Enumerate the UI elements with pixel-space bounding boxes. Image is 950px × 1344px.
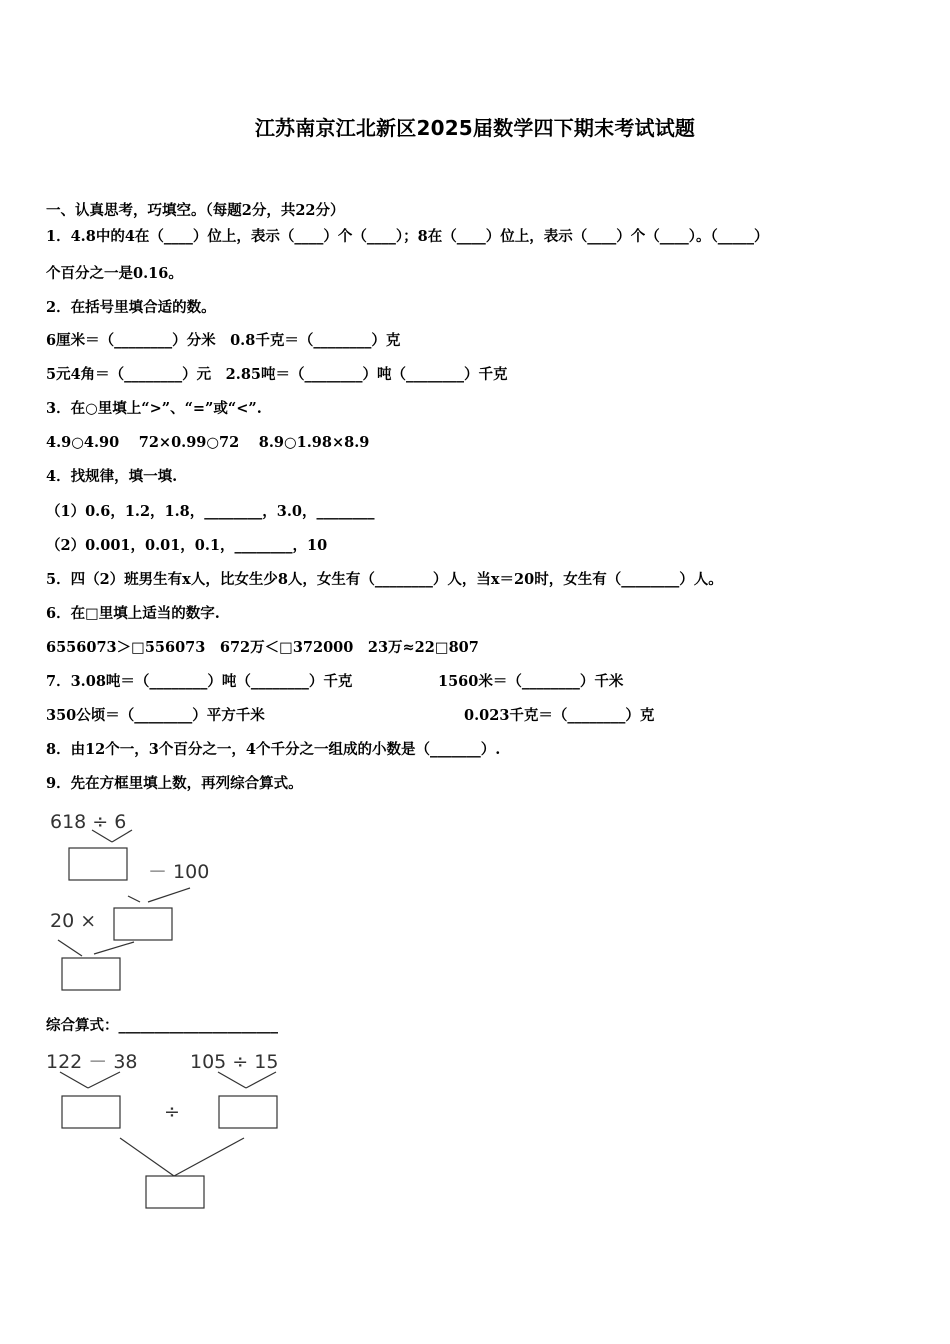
answer-box-5[interactable] bbox=[219, 1096, 277, 1128]
answer-box-4[interactable] bbox=[62, 1096, 120, 1128]
question-7-line-1b: 1560米＝（________）千米 bbox=[438, 673, 624, 690]
answer-box-3[interactable] bbox=[62, 958, 120, 990]
question-5: 5．四（2）班男生有x人，比女生少8人，女生有（________）人，当x＝20时，女生有（________）人。 bbox=[46, 571, 723, 588]
question-2-line-1: 6厘米＝（________）分米 0.8千克＝（________）克 bbox=[46, 332, 401, 349]
question-7-line-2b: 0.023千克＝（________）克 bbox=[464, 707, 655, 724]
question-7-line-1a: 7．3.08吨＝（________）吨（________）千克 bbox=[46, 673, 353, 690]
diagram1-minus-expression: － 100 bbox=[148, 861, 210, 883]
question-2-title: 2．在括号里填合适的数。 bbox=[46, 299, 216, 316]
connector-line bbox=[218, 1072, 246, 1088]
answer-box-2[interactable] bbox=[114, 908, 172, 940]
diagram2-right-expression: 105 ÷ 15 bbox=[190, 1051, 279, 1073]
calc-diagram-2 bbox=[40, 1040, 300, 1220]
question-6-line: 6556073＞□556073 672万＜□372000 23万≈22□807 bbox=[46, 639, 479, 656]
question-3-title: 3．在○里填上“>”、“=”或“<”. bbox=[46, 400, 262, 417]
answer-box-1[interactable] bbox=[69, 848, 127, 880]
division-sign: ÷ bbox=[164, 1101, 180, 1123]
connector-line bbox=[120, 1138, 174, 1176]
question-1-line-1: 1．4.8中的4在（____）位上，表示（____）个（____）；8在（____）位上，表示（____）个（____）。（_____） bbox=[46, 228, 769, 245]
calc-diagram-1 bbox=[40, 800, 240, 1000]
question-1-line-2: 个百分之一是0.16。 bbox=[46, 265, 183, 282]
diagram1-times-expression: 20 × bbox=[50, 910, 97, 932]
question-4-title: 4．找规律，填一填. bbox=[46, 468, 178, 485]
section-heading: 一、认真思考，巧填空。（每题2分，共22分） bbox=[46, 202, 345, 219]
connector-line bbox=[58, 940, 82, 956]
connector-line bbox=[174, 1138, 244, 1176]
composite-formula-line[interactable]: 综合算式：______________________ bbox=[46, 1017, 278, 1034]
question-6-title: 6．在□里填上适当的数字. bbox=[46, 605, 220, 622]
answer-box-6[interactable] bbox=[146, 1176, 204, 1208]
question-4-line-1: （1）0.6，1.2，1.8，________，3.0，________ bbox=[46, 503, 375, 520]
diagram1-top-expression: 618 ÷ 6 bbox=[50, 811, 127, 833]
question-7-line-2a: 350公顷＝（________）平方千米 bbox=[46, 707, 265, 724]
question-2-line-2: 5元4角＝（________）元 2.85吨＝（________）吨（________）千克 bbox=[46, 366, 508, 383]
connector-line bbox=[88, 1072, 120, 1088]
question-4-line-2: （2）0.001，0.01，0.1，________，10 bbox=[46, 537, 328, 554]
connector-line bbox=[60, 1072, 88, 1088]
page-title: 江苏南京江北新区2025届数学四下期末考试试题 bbox=[254, 116, 696, 140]
question-8: 8．由12个一，3个百分之一，4个千分之一组成的小数是（_______）. bbox=[46, 741, 501, 758]
connector-line bbox=[246, 1072, 276, 1088]
diagram2-left-expression: 122 － 38 bbox=[46, 1051, 138, 1073]
connector-line bbox=[148, 888, 190, 902]
connector-line bbox=[128, 896, 140, 902]
question-9-title: 9．先在方框里填上数，再列综合算式。 bbox=[46, 775, 303, 792]
connector-line bbox=[94, 942, 134, 954]
question-3-line: 4.9○4.90 72×0.99○72 8.9○1.98×8.9 bbox=[46, 434, 370, 451]
